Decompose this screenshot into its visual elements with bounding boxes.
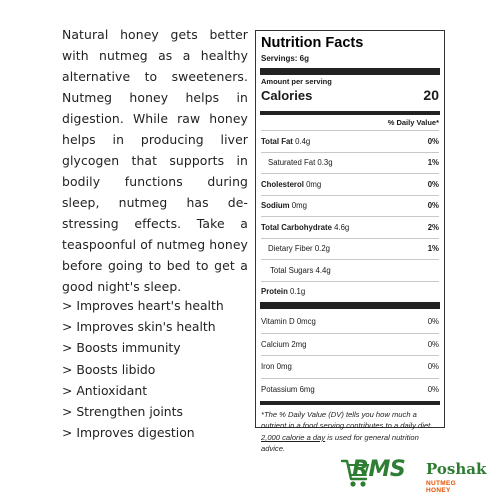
nutrient-name: Saturated Fat xyxy=(268,158,316,168)
nutrient-amount: 4.6g xyxy=(334,222,350,232)
nutrient-row xyxy=(261,152,439,174)
list-item: > Boosts immunity xyxy=(62,340,181,356)
vitamin-row xyxy=(261,355,439,378)
vitamin-pct: 0% xyxy=(427,339,439,349)
footnote-text: is used for general nutrition advice. xyxy=(261,432,419,454)
brand-logo xyxy=(340,455,487,495)
nutrient-amount: 0.1g xyxy=(290,287,306,297)
nutrient-amount: 0.4g xyxy=(295,136,311,146)
divider xyxy=(260,302,440,309)
nutrient-pct: 1% xyxy=(427,158,439,168)
nutrient-name: Dietary Fiber xyxy=(268,244,313,254)
logo-subtitle: NUTMEG HONEY xyxy=(426,480,456,494)
nutrient-name: Cholesterol xyxy=(261,179,304,189)
nutrient-name: Sodium xyxy=(261,201,290,211)
daily-value-header: % Daily Value* xyxy=(387,118,439,127)
vitamin-pct: 0% xyxy=(427,317,439,327)
nutrient-amount: 0.2g xyxy=(314,244,330,254)
servings-text: Servings: 6g xyxy=(261,54,310,63)
nutrient-name: Total Sugars xyxy=(270,265,314,275)
list-item: > Boosts libido xyxy=(62,361,156,377)
nutrient-pct: 1% xyxy=(427,244,439,254)
list-item: > Improves skin's health xyxy=(62,319,216,335)
divider xyxy=(260,401,440,405)
vitamin-pct: 0% xyxy=(427,384,439,394)
daily-value-footnote xyxy=(261,406,439,455)
vitamins-section xyxy=(261,311,439,400)
vitamin-name: Iron xyxy=(261,362,275,372)
footnote-link: 2,000 calorie a day xyxy=(261,432,326,442)
list-item: > Improves digestion xyxy=(62,425,195,441)
nutrient-name: Protein xyxy=(261,287,288,297)
nutrient-row xyxy=(261,259,439,281)
vitamin-pct: 0% xyxy=(427,362,439,372)
nutrient-row xyxy=(261,130,439,152)
nutrient-name: Total Fat xyxy=(261,136,293,146)
vitamin-name: Vitamin D xyxy=(261,317,295,327)
nutrient-row xyxy=(261,238,439,260)
nutrient-amount: 0mg xyxy=(306,179,322,189)
nutrient-row xyxy=(261,281,439,303)
vitamin-amount: 6mg xyxy=(299,384,315,394)
nutrient-pct: 0% xyxy=(427,201,439,211)
nutrient-name: Total Carbohydrate xyxy=(261,222,332,232)
amount-per-serving: Amount per serving xyxy=(261,77,332,86)
list-item: > Strengthen joints xyxy=(62,404,183,420)
nutrient-amount: 0.3g xyxy=(317,158,333,168)
vitamin-row xyxy=(261,378,439,401)
calories-value: 20 xyxy=(423,87,439,103)
nutrition-facts-panel xyxy=(255,30,445,454)
vitamin-name: Potassium xyxy=(261,384,298,394)
vitamin-amount: 2mg xyxy=(291,339,307,349)
nutrition-title: Nutrition Facts xyxy=(261,35,364,51)
vitamin-row xyxy=(261,311,439,333)
list-item: > Antioxidant xyxy=(62,382,148,398)
vitamin-row xyxy=(261,333,439,356)
nutrient-row xyxy=(261,173,439,195)
product-description: Natural honey gets better with nutmeg as a healthy alternative to sweeteners. Nutmeg honey helps in digestion. While raw honey helps in producing liver glycogen that supports in bodily functions during sleep, nutmeg has de-stressing effects. Take a teaspoonful of nutmeg honey before going to bed to get a good night's sleep. xyxy=(62,27,248,294)
divider xyxy=(260,111,440,115)
logo-name: Poshak xyxy=(426,460,487,478)
logo-brand: RMS xyxy=(352,457,406,482)
nutrient-pct: 0% xyxy=(427,179,439,189)
divider xyxy=(260,68,440,75)
vitamin-name: Calcium xyxy=(261,339,290,349)
nutrient-pct: 2% xyxy=(427,222,439,232)
nutrient-row xyxy=(261,195,439,217)
calories-row xyxy=(261,87,439,109)
footnote-text: *The % Daily Value (DV) tells you how much a nutrient in a food serving contributes to a daily diet. xyxy=(261,410,433,431)
calories-label: Calories xyxy=(261,88,313,103)
benefits-list xyxy=(62,295,252,443)
vitamin-amount: 0mcg xyxy=(296,317,316,327)
nutrient-pct: 0% xyxy=(427,136,439,146)
list-item: > Improves heart's health xyxy=(62,298,224,313)
nutrient-amount: 4.4g xyxy=(315,265,331,275)
nutrient-row xyxy=(261,216,439,238)
vitamin-amount: 0mg xyxy=(276,362,292,372)
nutrient-amount: 0mg xyxy=(291,201,307,211)
